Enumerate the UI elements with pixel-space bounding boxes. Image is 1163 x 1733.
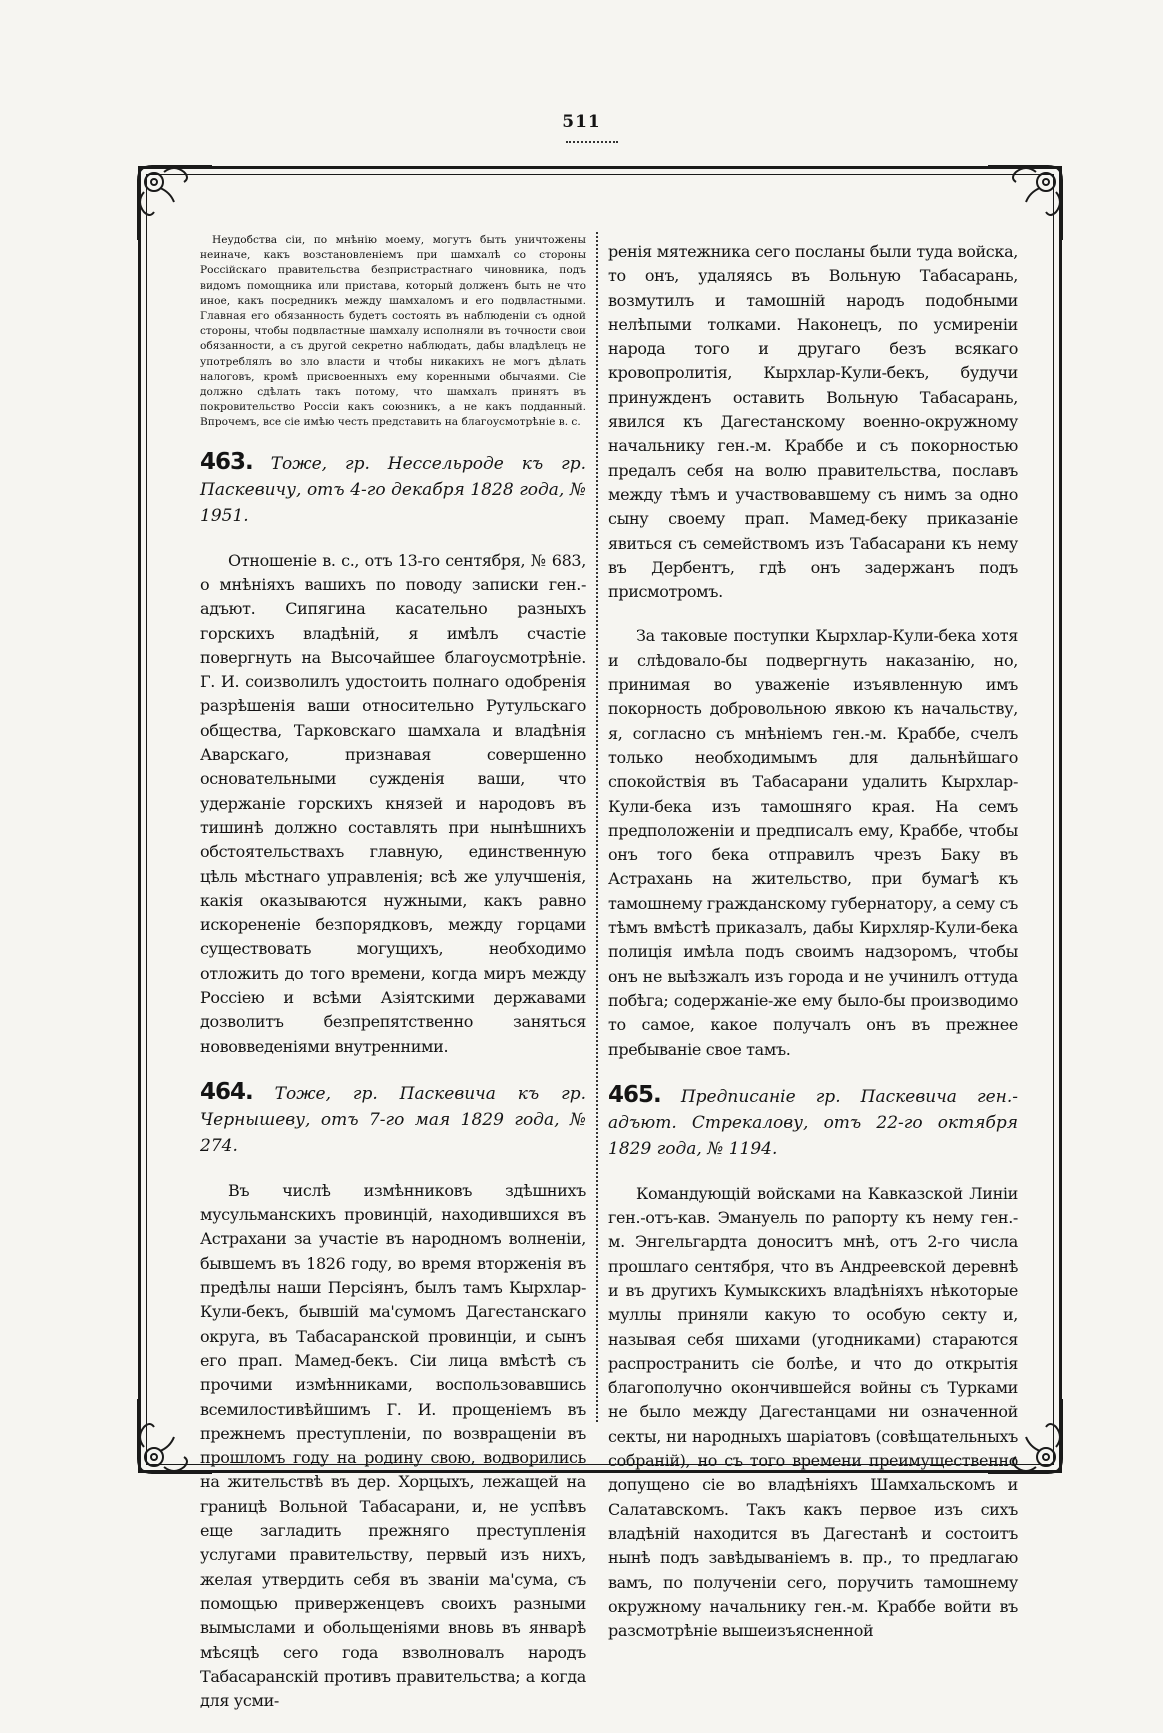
entry-464-text: Въ числѣ измѣнниковъ здѣшнихъ мусульманскихъ провинцій, находившихся въ Астрахани за участіе въ народномъ волненіи, бывшемъ въ 1826 году, во время вторженія въ предѣлы наши Персіянъ, былъ тамъ Кырхлар-Кули-бекъ, бывшій ма'сумомъ Дагестанскаго округа, въ Табасаранской провинціи, и сынъ его прап. Мамед-бекъ. Сіи лица вмѣстѣ съ прочими измѣнниками, воспользовавшись всемилостивѣйшимъ Г. И. прощеніемъ въ прежнемъ преступленіи, по возвращеніи въ прошломъ году на родину свою, водворились на жительствѣ въ дер. Хорцыхъ, лежащей на границѣ Вольной Табасарани, и, не успѣвъ еще загладить прежняго преступленія услугами правительству, первый изъ нихъ, желая утвердить себя въ званіи ма'сума, съ помощью приверженцевъ своихъ разными вымыслами и обольщеніями вновь въ январѣ мѣсяцѣ сего года взволновалъ народъ Табасаранскій противъ правительства; а когда для усми- [200,1180,586,1711]
entry-464-continuation: ренія мятежника сего посланы были туда войска, то онъ, удаляясь въ Вольную Табасарань, возмутилъ и тамошній народъ подобными нелѣпыми толками. Наконецъ, по усмиреніи народа того и другаго безъ всякаго кровопролитія, Кырхлар-Кули-бекъ, будучи принужденъ оставить Вольную Табасарань, явился къ Дагестанскому военно-окружному начальнику ген.-м. Краббе и съ покорностью предалъ себя на волю правительства, пославъ между тѣмъ и участвовавшему съ нимъ за одно сыну своему прап. Мамед-беку приказаніе явиться съ семействомъ изъ Табасарани къ нему въ Дербентъ, гдѣ онъ задержанъ подъ присмотромъ. [608,242,1018,602]
page-number: 511 [562,112,601,132]
corner-ornament-icon [984,162,1066,244]
entry-463-text: Отношеніе в. с., отъ 13-го сентября, № 683, о мнѣніяхъ вашихъ по поводу записки ген.-адъют. Сипягина касательно разныхъ горскихъ владѣній, я имѣлъ счастіе повергнуть на Высочайшее благоусмотрѣніе. Г. И. соизволилъ удостоить полнаго одобренія разрѣшенія ваши относительно Рутульскаго общества, Тарковскаго шамхала и владѣнія Аварскаго, признавая совершенно основательными сужденія ваши, что удержаніе горскихъ князей и народовъ въ тишинѣ должно составлять при нынѣшнихъ обстоятельствахъ главную, единственную цѣль мѣстнаго управленія; всѣ же улучшенія, какія оказываются нужными, какъ равно искорененіе безпорядковъ, между горцами существовать могущихъ, необходимо отложить до того времени, когда миръ между Россіею и всѣми Азіятскими державами дозволитъ безпрепятственно заняться нововведеніями внутренними. [200,550,586,1056]
page-number-rule [566,137,618,143]
corner-ornament-icon [134,162,216,244]
entry-464-number: 464. [200,1078,253,1105]
entry-465-number: 465. [608,1081,661,1108]
entry-465-heading [608,1082,1018,1162]
entry-464-continuation-2: За таковые поступки Кырхлар-Кули-бека хотя и слѣдовало-бы подвергнуть наказанію, но, принимая во уваженіе изъявленную имъ покорность добровольною явкою къ начальству, я, согласно съ мнѣніемъ ген.-м. Краббе, счелъ только необходимымъ для дальнѣйшаго спокойствія въ Табасарани удалить Кырхлар-Кули-бека изъ тамошняго края. На семъ предположеніи и предписалъ ему, Краббе, чтобы онъ того бека отправилъ чрезъ Баку въ Астрахань на жительство, при бумагѣ къ тамошнему гражданскому губернатору, а сему съ тѣмъ вмѣстѣ приказалъ, дабы Кирхляр-Кули-бека полиція имѣла подъ своимъ надзоромъ, чтобы онъ не выѣзжалъ изъ города и не учинилъ оттуда побѣга; содержаніе-же ему было-бы производимо то самое, какое получалъ онъ въ прежнее пребываніе свое тамъ. [608,626,1018,1059]
footnote-text: Неудобства сіи, по мнѣнію моему, могутъ быть уничтожены неиначе, какъ возстановленіемъ при шамхалѣ со стороны Россійскаго правительства безпристрастнаго чиновника, подъ видомъ помощника или пристава, который долженъ быть не что иное, какъ посредникъ между шамхаломъ и его подвластными. Главная его обязанность будетъ состоять въ наблюденіи съ одной стороны, чтобы подвластные шамхалу исполняли въ точности свои обязанности, а съ другой секретно наблюдать, дабы владѣлецъ не употреблялъ во зло власти и чтобы никакихъ не могъ дѣлать налоговъ, кромѣ присвоенныхъ ему коренными обычаями. Сіе должно сдѣлать такъ потому, что шамхалъ принятъ въ покровительство Россіи какъ союзникъ, а не какъ подданный. Впрочемъ, все сіе имѣю честь представить на благоусмотрѣніе в. с. [200,234,586,429]
entry-464-heading [200,1079,586,1159]
entry-465-title: Предписаніе гр. Паскевича ген.-адъют. Стрекалову, отъ 22-го октября 1829 года, № 1194. [608,1086,1018,1159]
entry-463-heading [200,449,586,529]
right-column [608,240,1018,1663]
entry-463-title: Тоже, гр. Нессельроде къ гр. Паскевичу, отъ 4-го декабря 1828 года, № 1951. [200,453,586,526]
entry-465-text: Командующій войсками на Кавказской Линіи ген.-отъ-кав. Эмануель по рапорту къ нему ген.-м. Энгельгардта доноситъ мнѣ, отъ 2-го числа прошлаго сентября, что въ Андреевской деревнѣ и въ другихъ Кумыкскихъ владѣніяхъ нѣкоторые муллы приняли какую то особую секту и, называя себя шихами (угодниками) стараются распространить сіе болѣе, и что до открытія благополучно окончившейся войны съ Турками не было между Дагестанцами ни означенной секты, ни народныхъ шаріатовъ (совѣщательныхъ собраній), но съ того времени преимущественно допущено сіе во владѣніяхъ Шамхальскомъ и Салатавскомъ. Такъ какъ первое изъ сихъ владѣній находится въ Дагестанѣ и состоитъ нынѣ подъ завѣдываніемъ в. пр., то предлагаю вамъ, по полученіи сего, поручить тамошнему окружному начальнику ген.-м. Краббе войти въ разсмотрѣніе вышеизъясненной [608,1183,1018,1641]
left-column [200,233,586,1733]
entry-463-number: 463. [200,448,253,475]
column-divider [596,232,598,1422]
entry-464-title: Тоже, гр. Паскевича къ гр. Чернышеву, отъ 7-го мая 1829 года, № 274. [200,1083,587,1156]
